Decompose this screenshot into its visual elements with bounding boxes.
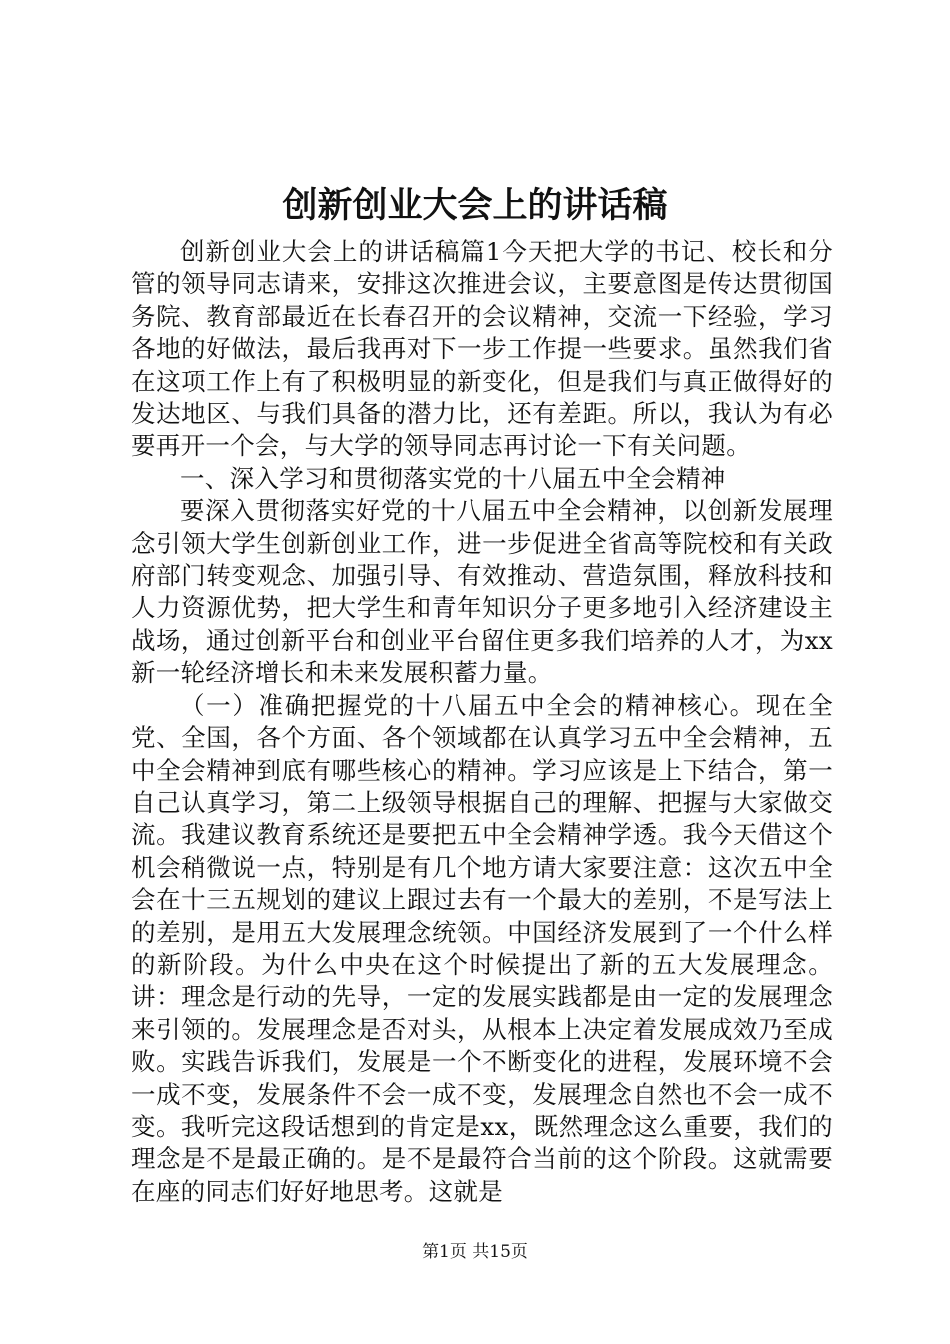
paragraph-intro: 创新创业大会上的讲话稿篇1今天把大学的书记、校长和分管的领导同志请来，安排这次推进会议，主要意图是传达贯彻国务院、教育部最近在长春召开的会议精神，交流一下经验，学习各地的好做法，最后我再对下一步工作提一些要求。虽然我们省在这项工作上有了积极明显的新变化，但是我们与真正做得好的发达地区、与我们具备的潜力比，还有差距。所以，我认为有必要再开一个会，与大学的领导同志再讨论一下有关问题。: [131, 237, 833, 461]
document-body: [131, 236, 833, 1208]
section-heading-1: 一、深入学习和贯彻落实党的十八届五中全会精神: [180, 463, 726, 493]
document-title: 创新创业大会上的讲话稿: [282, 185, 668, 226]
paragraph-section-1: 要深入贯彻落实好党的十八届五中全会精神，以创新发展理念引领大学生创新创业工作，进一步促进全省高等院校和有关政府部门转变观念、加强引导、有效推动、营造氛围，释放科技和人力资源优势，把大学生和青年知识分子更多地引入经济建设主战场，通过创新平台和创业平台留住更多我们培养的人才，为xx新一轮经济增长和未来发展积蓄力量。: [131, 496, 833, 688]
page-footer: 第1页 共15页: [422, 1242, 528, 1262]
paragraph-subsection-1: （一）准确把握党的十八届五中全会的精神核心。现在全党、全国，各个方面、各个领域都在认真学习五中全会精神，五中全会精神到底有哪些核心的精神。学习应该是上下结合，第一自己认真学习，第二上级领导根据自己的理解、把握与大家做交流。我建议教育系统还是要把五中全会精神学透。我今天借这个机会稍微说一点，特别是有几个地方请大家要注意：这次五中全会在十三五规划的建议上跟过去有一个最大的差别，不是写法上的差别，是用五大发展理念统领。中国经济发展到了一个什么样的新阶段。为什么中央在这个时候提出了新的五大发展理念。讲：理念是行动的先导，一定的发展实践都是由一定的发展理念来引领的。发展理念是否对头，从根本上决定着发展成效乃至成败。实践告诉我们，发展是一个不断变化的进程，发展环境不会一成不变，发展条件不会一成不变，发展理念自然也不会一成不变。我听完这段话想到的肯定是xx，既然理念这么重要，我们的理念是不是最正确的。是不是最符合当前的这个阶段。这就需要在座的同志们好好地思考。这就是: [131, 690, 833, 1206]
